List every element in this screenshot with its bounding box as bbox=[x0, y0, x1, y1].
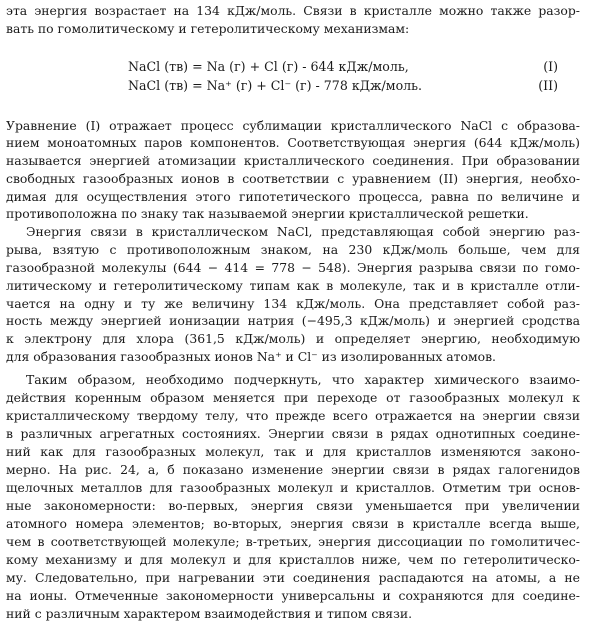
text-line: кому механизму и для молекул и для кристаллов ниже, чем по гетеролитическо- bbox=[6, 552, 580, 567]
text-line: Таким образом, необходимо подчеркнуть, что характер химического взаимо- bbox=[26, 372, 580, 387]
equation-number: (I) bbox=[543, 59, 558, 74]
text-line: вать по гомолитическому и гетеролитическому механизмам: bbox=[6, 21, 410, 36]
equation-2 bbox=[128, 78, 558, 94]
text-line: чается на одну и ту же величину 134 кДж/моль. Она представляет собой раз- bbox=[6, 296, 580, 311]
text-line: свободных газообразных ионов в соответствии с уравнением (II) энергия, необхо- bbox=[6, 171, 580, 186]
text-line: ний как для газообразных молекул, так и для кристаллов изменяются законо- bbox=[6, 444, 580, 459]
text-line: на ионы. Отмеченные закономерности универсальны и сохраняются для соедине- bbox=[6, 588, 580, 603]
text-line: димая для осуществления этого гипотетического процесса, равна по величине и bbox=[6, 189, 580, 204]
text-line: Энергия связи в кристаллическом NaCl, представляющая собой энергию раз- bbox=[26, 224, 580, 239]
text-line: противоположна по знаку так называемой энергии кристаллической решетки. bbox=[6, 206, 529, 221]
text-line: нием моноатомных паров компонентов. Соответствующая энергия (644 кДж/моль) bbox=[6, 135, 580, 150]
text-line: литическому и гетеролитическому типам как в молекуле, так и в кристалле отли- bbox=[6, 278, 580, 293]
text-line: ные закономерности: во-первых, энергия связи уменьшается при увеличении bbox=[6, 498, 580, 513]
text-line: газообразной молекулы (644 − 414 = 778 − 548). Энергия разрыва связи по гомо- bbox=[6, 260, 580, 275]
text-line: мерно. На рис. 24, а, б показано изменение энергии связи в рядах галогенидов bbox=[6, 462, 580, 477]
text-line: кристаллическому твердому телу, что прежде всего отражается на энергии связи bbox=[6, 408, 580, 423]
text-line: называется энергией атомизации кристаллического соединения. При образовании bbox=[6, 153, 580, 168]
text-line: в различных агрегатных состояниях. Энергии связи в рядах однотипных соедине- bbox=[6, 426, 580, 441]
equation-number: (II) bbox=[538, 78, 558, 93]
text-line: для образования газообразных ионов Na⁺ и Cl⁻ из изолированных атомов. bbox=[6, 349, 496, 364]
text-line: эта энергия возрастает на 134 кДж/моль. Связи в кристалле можно также разор- bbox=[6, 3, 580, 18]
equation-text: NaCl (тв) = Na⁺ (г) + Cl⁻ (г) - 778 кДж/моль. bbox=[128, 78, 423, 93]
text-line: рыва, взятую с противоположным знаком, на 230 кДж/моль больше, чем для bbox=[6, 242, 580, 257]
text-line: атомного номера элементов; во-вторых, энергия связи в кристалле всегда выше, bbox=[6, 516, 580, 531]
text-line: ность между энергией ионизации натрия (−495,3 кДж/моль) и энергией сродства bbox=[6, 313, 580, 328]
text-line: действия коренным образом меняется при переходе от газообразных молекул к bbox=[6, 390, 580, 405]
equation-1 bbox=[128, 59, 558, 75]
text-line: щелочных металлов для газообразных молекул и кристаллов. Отметим три основ- bbox=[6, 480, 580, 495]
text-line: чем в соответствующей молекуле; в-третьих, энергия диссоциации по гомолитичес- bbox=[6, 534, 580, 549]
text-line: Уравнение (I) отражает процесс сублимации кристаллического NaCl с образова- bbox=[6, 118, 580, 133]
text-line: му. Следовательно, при нагревании эти соединения распадаются на атомы, а не bbox=[6, 570, 580, 585]
text-line: ний с различным характером взаимодействия и типом связи. bbox=[6, 606, 413, 621]
equation-text: NaCl (тв) = Na (г) + Cl (г) - 644 кДж/моль, bbox=[128, 59, 409, 74]
text-line: к электрону для хлора (361,5 кДж/моль) и определяет энергию, необходимую bbox=[6, 331, 580, 346]
